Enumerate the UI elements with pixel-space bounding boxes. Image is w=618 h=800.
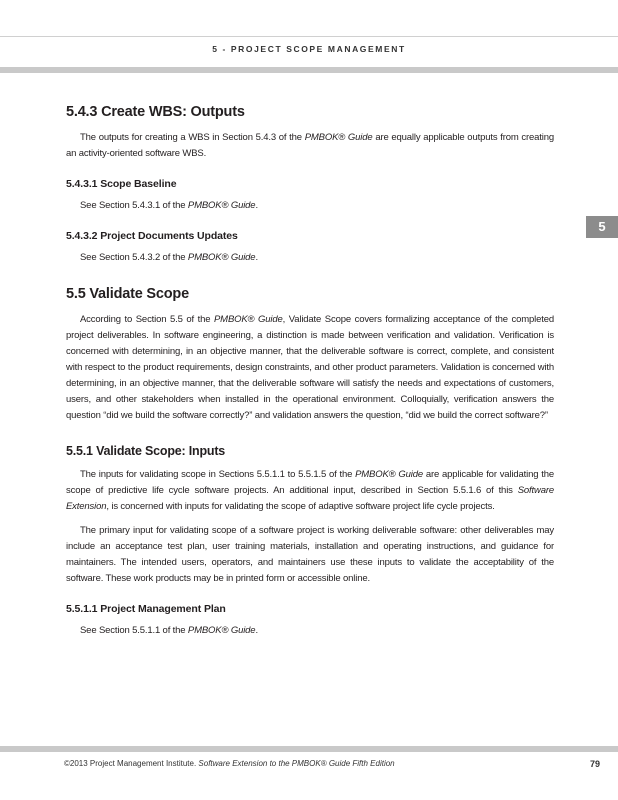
running-head: 5 - PROJECT SCOPE MANAGEMENT [212,44,406,54]
section-heading-5-4-3-1: 5.4.3.1 Scope Baseline [66,178,177,190]
footer [64,759,600,768]
paragraph: See Section 5.5.1.1 of the PMBOK® Guide. [80,625,258,636]
paragraph: The primary input for validating scope of a software project is working deliverable software: other deliverables may include an acceptance test plan, user training materials, installation and operating instructions, and guidance for maintainers. The intended users, operators, and maintainers use these inputs to validate the acceptability of the software. These work products may be in printed form or accessible online. [66,525,554,584]
chapter-tab: 5 [586,216,618,238]
paragraph: The inputs for validating scope in Sections 5.5.1.1 to 5.5.1.5 of the PMBOK® Guide are applicable for validating the scope of predictive life cycle software projects. An additional input, described in Section 5.5.1.6 of this Software Extension, is concerned with inputs for validating the scope of adaptive software project life cycle projects. [66,469,554,512]
section-heading-5-4-3: 5.4.3 Create WBS: Outputs [66,104,245,120]
section-heading-5-5: 5.5 Validate Scope [66,286,189,302]
section-heading-5-4-3-2: 5.4.3.2 Project Documents Updates [66,230,238,242]
paragraph: The outputs for creating a WBS in Section 5.4.3 of the PMBOK® Guide are equally applicable outputs from creating an activity-oriented software WBS. [66,132,554,159]
section-heading-5-5-1: 5.5.1 Validate Scope: Inputs [66,444,226,458]
paragraph: See Section 5.4.3.2 of the PMBOK® Guide. [80,252,258,263]
footer-bar [0,746,618,752]
copyright: ©2013 Project Management Institute. [64,759,199,768]
page-number: 79 [589,759,600,769]
page-content [66,104,554,647]
book-title: Software Extension to the PMBOK® Guide Fifth Edition [198,759,395,768]
paragraph: According to Section 5.5 of the PMBOK® Guide, Validate Scope covers formalizing acceptance of the completed project deliverables. In software engineering, a distinction is made between verification and validation. Verification is concerned with determining, in an objective manner, that the deliverable software is correct, complete, and consistent with respect to the product requirements, design constraints, and other product parameters. Validation is concerned with determining, in an objective manner, that the deliverable software will satisfy the needs and expectations of customers, users, and other stakeholders when installed in the operational environment. Colloquially, verification answers the question “did we build the software correctly?” and validation answers the question, “did we build the correct software?” [66,314,554,421]
section-heading-5-5-1-1: 5.5.1.1 Project Management Plan [66,603,226,615]
paragraph: See Section 5.4.3.1 of the PMBOK® Guide. [80,200,258,211]
header-bar [0,67,618,73]
